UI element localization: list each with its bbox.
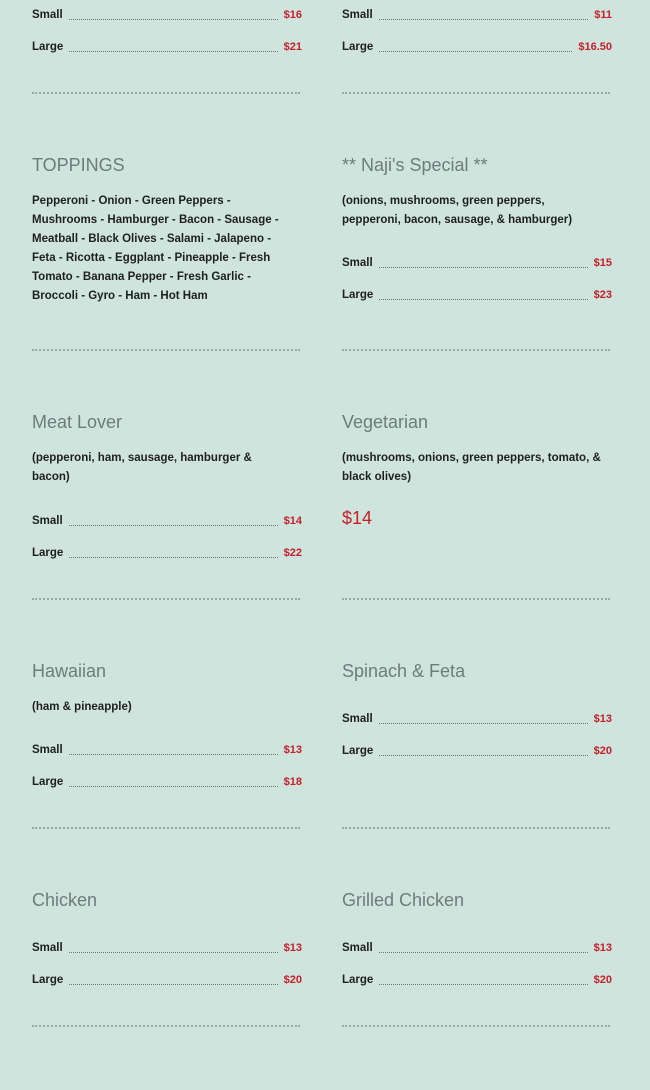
leader-dots [69,754,278,755]
description-line: (pepperoni, ham, sausage, hamburger & [32,452,252,464]
section-title-spinach-feta: Spinach & Feta [342,661,466,681]
leader-dots [379,267,588,268]
leader-dots [379,755,587,756]
leader-dots [69,51,277,52]
description-line: (onions, mushrooms, green peppers, [342,195,545,207]
size-label: Large [342,745,374,757]
description-line: black olives) [342,471,412,483]
hawaiian-description [32,698,302,717]
description-line: (mushrooms, onions, green peppers, tomato, & [342,452,601,464]
price-value: $23 [593,289,612,301]
size-label: Large [32,547,64,559]
leader-dots [379,299,587,300]
price-value: $16 [283,9,302,21]
leader-dots [69,525,278,526]
price-row-large [32,545,302,561]
section-title-meat-lover: Meat Lover [32,412,123,432]
size-label: Small [342,713,373,725]
price-value: $20 [283,974,302,986]
price-value: $13 [283,744,302,756]
section-divider [32,1025,300,1027]
size-label: Large [342,41,374,53]
price-value: $16.50 [578,41,612,53]
leader-dots [379,984,587,985]
section-title-vegetarian: Vegetarian [342,412,429,432]
section-divider [342,827,610,829]
price-row-large [32,972,302,988]
size-label: Small [32,9,63,21]
size-label: Large [342,289,374,301]
section-title-najis-special: ** Naji's Special ** [342,155,488,175]
description-line: bacon) [32,471,70,483]
section-divider [342,598,610,600]
section-divider [342,92,610,94]
leader-dots [379,952,588,953]
description-line: pepperoni, bacon, sausage, & hamburger) [342,214,573,226]
section-title-chicken: Chicken [32,890,98,910]
price-value: $18 [283,776,302,788]
price-row-small [342,711,612,727]
price-row-large [342,39,612,55]
toppings-line: Pepperoni - Onion - Green Peppers - [32,195,231,207]
leader-dots [69,557,277,558]
size-label: Small [342,257,373,269]
price-row-small [342,255,612,271]
section-divider [32,349,300,351]
meat-lover-description [32,449,302,487]
price-value: $13 [593,942,612,954]
vegetarian-price: $14 [342,508,373,528]
toppings-line: Meatball - Black Olives - Salami - Jalapeno - [32,233,272,245]
toppings-list [32,192,302,306]
size-label: Large [32,974,64,986]
size-label: Large [32,776,64,788]
leader-dots [69,19,278,20]
description-line: (ham & pineapple) [32,701,132,713]
section-divider [32,92,300,94]
section-title-hawaiian: Hawaiian [32,661,107,681]
vegetarian-description [342,449,612,487]
size-label: Small [32,942,63,954]
toppings-line: Broccoli - Gyro - Ham - Hot Ham [32,290,208,302]
toppings-line: Tomato - Banana Pepper - Fresh Garlic - [32,271,251,283]
leader-dots [379,19,589,20]
price-value: $13 [283,942,302,954]
price-row-large [342,743,612,759]
leader-dots [69,984,277,985]
price-row-large [32,774,302,790]
price-row-small [32,742,302,758]
najis-special-description [342,192,612,230]
section-divider [342,349,610,351]
price-row-large [342,287,612,303]
toppings-line: Mushrooms - Hamburger - Bacon - Sausage - [32,214,279,226]
price-value: $21 [283,41,302,53]
leader-dots [379,723,588,724]
price-row-small [342,940,612,956]
price-row-small [32,7,302,23]
section-title-grilled-chicken: Grilled Chicken [342,890,465,910]
size-label: Small [32,515,63,527]
size-label: Large [32,41,64,53]
price-value: $20 [593,974,612,986]
price-row-small [342,7,612,23]
size-label: Small [342,942,373,954]
price-row-small [32,513,302,529]
price-row-large [342,972,612,988]
section-divider [32,598,300,600]
size-label: Large [342,974,374,986]
size-label: Small [342,9,373,21]
leader-dots [69,952,278,953]
price-value: $14 [283,515,302,527]
size-label: Small [32,744,63,756]
leader-dots [69,786,277,787]
price-value: $15 [593,257,612,269]
price-row-large [32,39,302,55]
price-value: $13 [593,713,612,725]
section-title-toppings: TOPPINGS [32,155,125,175]
section-divider [342,1025,610,1027]
toppings-line: Feta - Ricotta - Eggplant - Pineapple - Fresh [32,252,271,264]
leader-dots [379,51,572,52]
price-row-small [32,940,302,956]
price-value: $20 [593,745,612,757]
price-value: $22 [283,547,302,559]
price-value: $11 [594,9,612,21]
section-divider [32,827,300,829]
